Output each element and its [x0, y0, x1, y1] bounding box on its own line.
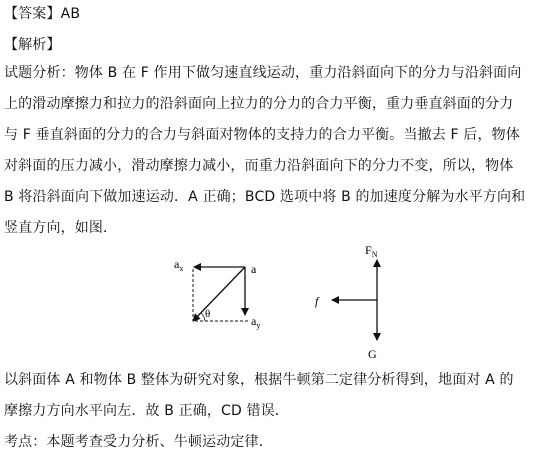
- f-label: f: [315, 294, 319, 308]
- acceleration-decomposition-figure: [165, 250, 280, 335]
- paragraph1-line-6: 竖直方向，如图．: [4, 220, 118, 236]
- paragraph1-line-2: 上的滑动摩擦力和拉力的沿斜面向上拉力的分力的合力平衡，重力垂直斜面的分力: [4, 96, 514, 112]
- ax-label: $a_x$: [174, 257, 184, 273]
- ay-label: $a_y$: [251, 314, 261, 330]
- force-diagram-figure: [305, 240, 405, 362]
- paragraph2-line-2: 摩擦力方向水平向左．故 B 正确，CD 错误．: [4, 403, 289, 419]
- paragraph2-line-1: 以斜面体 A 和物体 B 整体为研究对象，根据牛顿第二定律分析得到，地面对 A 的: [4, 372, 514, 388]
- answer-value: AB: [60, 6, 81, 22]
- analysis-heading: 【解析】: [4, 37, 61, 53]
- a-arrow: [193, 267, 245, 321]
- answer-line: [4, 4, 80, 24]
- knowledge-point: 考点：本题考查受力分析、牛顿运动定律．: [4, 434, 273, 450]
- paragraph1-line-5: B 将沿斜面向下做加速运动．A 正确；BCD 选项中将 B 的加速度分解为水平方向和: [4, 189, 526, 205]
- theta-label: θ: [205, 308, 211, 320]
- fn-label: $F_N$: [365, 243, 378, 259]
- a-label: a: [251, 262, 257, 276]
- paragraph1-line-3: 与 F 垂直斜面的分力的合力与斜面对物体的支持力的合力平衡。当撤去 F 后，物体: [4, 127, 520, 143]
- paragraph1-line-4: 对斜面的压力减小，滑动摩擦力减小，而重力沿斜面向下的分力不变，所以，物体: [4, 158, 514, 174]
- paragraph1-line-1: 试题分析：物体 B 在 F 作用下做匀速直线运动，重力沿斜面向下的分力与沿斜面向: [4, 65, 522, 81]
- g-label: G: [368, 347, 377, 361]
- answer-label: 【答案】: [4, 6, 61, 22]
